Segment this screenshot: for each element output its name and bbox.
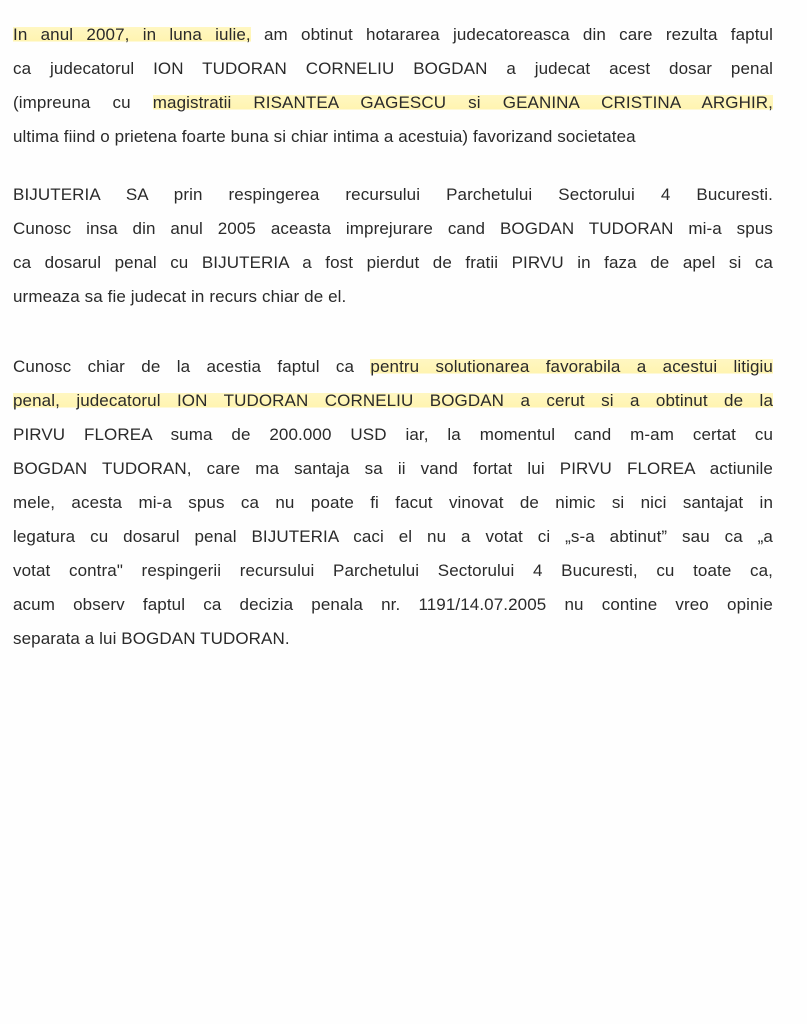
text-line <box>13 246 773 280</box>
text-line <box>13 120 773 154</box>
text-run: separata a lui BOGDAN TUDORAN. <box>13 629 290 648</box>
text-line <box>13 622 773 656</box>
text-run: am obtinut hotararea judecatoreasca din care rezulta faptul <box>250 25 773 44</box>
text-line <box>13 588 773 622</box>
text-line <box>13 212 773 246</box>
highlighted-text: In anul 2007, in luna iulie, <box>13 25 251 44</box>
highlighted-text: magistratii RISANTEA GAGESCU si GEANINA CRISTINA ARGHIR, <box>152 93 774 112</box>
highlighted-text: pentru solutionarea favorabila a acestui litigiu <box>370 357 773 376</box>
paragraph-2 <box>13 178 773 314</box>
text-run: ca dosarul penal cu BIJUTERIA a fost pierdut de fratii PIRVU in faza de apel si ca <box>13 253 773 272</box>
text-run: Cunosc chiar de la acestia faptul ca <box>13 357 371 376</box>
text-line <box>13 52 773 86</box>
text-run: mele, acesta mi-a spus ca nu poate fi facut vinovat de nimic si nici santajat in <box>13 493 773 512</box>
paragraph-1 <box>13 18 773 154</box>
text-run: ca judecatorul ION TUDORAN CORNELIU BOGDAN a judecat acest dosar penal <box>13 59 773 78</box>
text-line <box>13 452 773 486</box>
text-line <box>13 18 773 52</box>
text-line <box>13 384 773 418</box>
text-run: ultima fiind o prietena foarte buna si chiar intima a acestuia) favorizand societatea <box>13 127 636 146</box>
text-run: BOGDAN TUDORAN, care ma santaja sa ii vand fortat lui PIRVU FLOREA actiunile <box>13 459 773 478</box>
text-line <box>13 486 773 520</box>
text-run: Cunosc insa din anul 2005 aceasta imprejurare cand BOGDAN TUDORAN mi-a spus <box>13 219 773 238</box>
text-line <box>13 418 773 452</box>
text-run: BIJUTERIA SA prin respingerea recursului Parchetului Sectorului 4 Bucuresti. <box>13 185 773 204</box>
text-line <box>13 280 773 314</box>
text-line <box>13 350 773 384</box>
text-run: PIRVU FLOREA suma de 200.000 USD iar, la momentul cand m-am certat cu <box>13 425 773 444</box>
text-line <box>13 178 773 212</box>
highlighted-text: penal, judecatorul ION TUDORAN CORNELIU BOGDAN a cerut si a obtinut de la <box>13 391 773 410</box>
text-line <box>13 520 773 554</box>
text-run: urmeaza sa fie judecat in recurs chiar de el. <box>13 287 347 306</box>
text-run: votat contra" respingerii recursului Parchetului Sectorului 4 Bucuresti, cu toate ca, <box>13 561 773 580</box>
text-run: acum observ faptul ca decizia penala nr. 1191/14.07.2005 nu contine vreo opinie <box>13 595 773 614</box>
paragraph-3 <box>13 350 773 656</box>
text-line <box>13 86 773 120</box>
text-line <box>13 554 773 588</box>
text-run: legatura cu dosarul penal BIJUTERIA caci el nu a votat ci „s-a abtinut” sau ca „a <box>13 527 773 546</box>
text-run: (impreuna cu <box>13 93 153 112</box>
